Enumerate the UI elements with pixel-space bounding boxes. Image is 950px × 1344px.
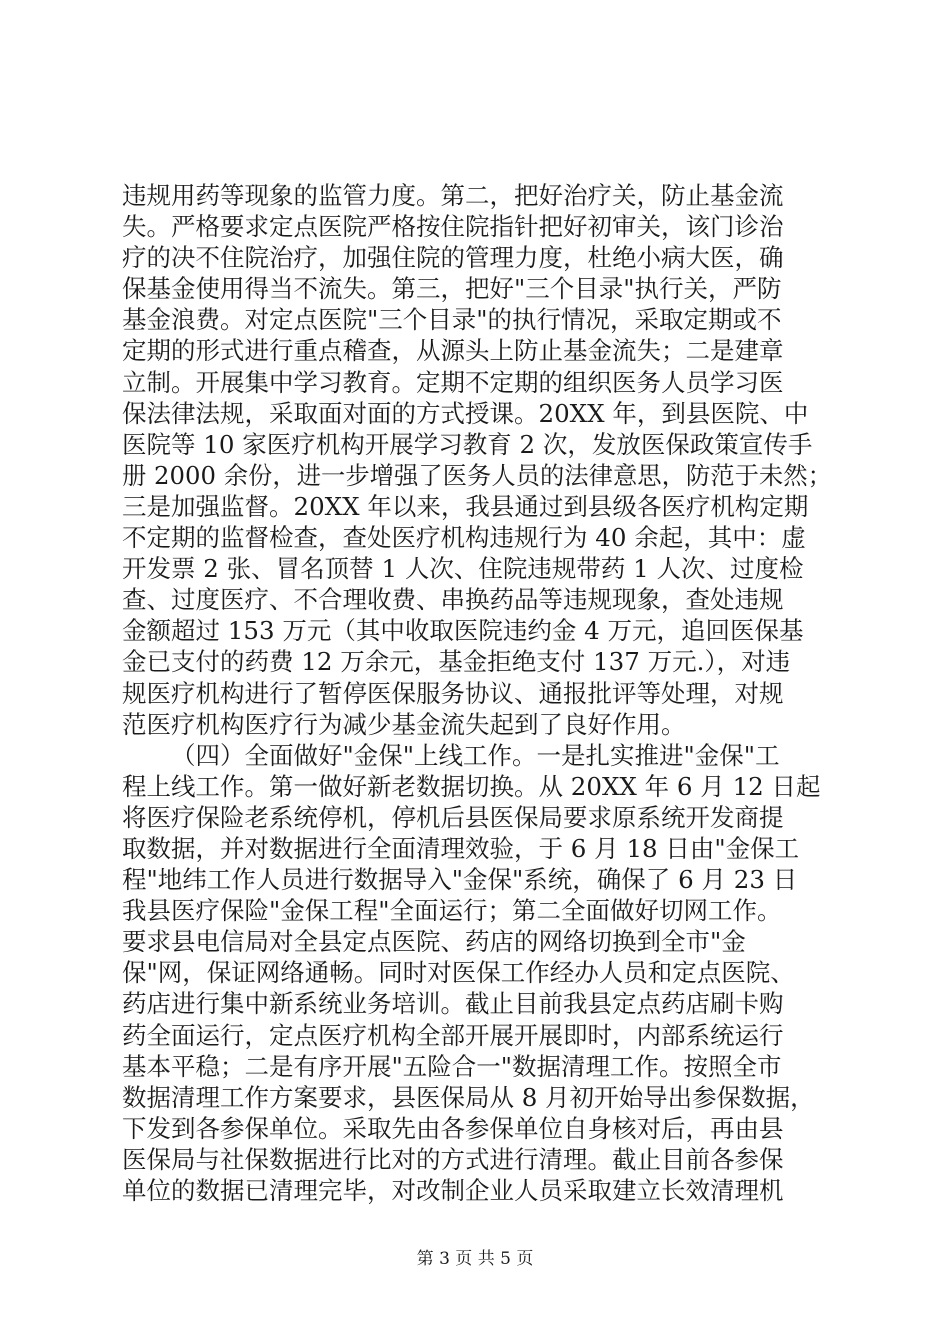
text-line: 将医疗保险老系统停机，停机后县医保局要求原系统开发商提 — [122, 802, 784, 832]
text-line: 不定期的监督检查，查处医疗机构违规行为 40 余起，其中：虚 — [122, 523, 806, 553]
body-text — [122, 180, 832, 1206]
text-line: 药全面运行，定点医疗机构全部开展开展即时，内部系统运行 — [122, 1020, 784, 1050]
text-line: 医院等 10 家医疗机构开展学习教育 2 次，发放医保政策宣传手 — [122, 429, 813, 459]
text-line: 违规用药等现象的监管力度。第二，把好治疗关，防止基金流 — [122, 181, 784, 210]
text-line: 我县医疗保险"金保工程"全面运行；第二全面做好切网工作。 — [122, 896, 782, 926]
text-line: 基本平稳；二是有序开展"五险合一"数据清理工作。按照全市 — [122, 1051, 782, 1081]
text-line: 数据清理工作方案要求，县医保局从 8 月初开始导出参保数据， — [122, 1082, 815, 1112]
text-line: 定期的形式进行重点稽查，从源头上防止基金流失；二是建章 — [122, 336, 784, 366]
text-line: 金已支付的药费 12 万余元，基金拒绝支付 137 万元.），对违 — [122, 647, 791, 677]
text-line: 册 2000 余份，进一步增强了医务人员的法律意思，防范于未然； — [122, 460, 832, 490]
text-line: 失。严格要求定点医院严格按住院指针把好初审关，该门诊治 — [122, 212, 784, 242]
text-line: 查、过度医疗、不合理收费、串换药品等违规现象，查处违规 — [122, 585, 784, 615]
text-line: 疗的决不住院治疗，加强住院的管理力度，杜绝小病大医，确 — [122, 243, 784, 273]
text-line: 下发到各参保单位。采取先由各参保单位自身核对后，再由县 — [122, 1113, 784, 1143]
text-line: 开发票 2 张、冒名顶替 1 人次、住院违规带药 1 人次、过度检 — [122, 554, 804, 584]
text-line: 范医疗机构医疗行为减少基金流失起到了良好作用。 — [122, 709, 686, 739]
text-line: 三是加强监督。20XX 年以来，我县通过到县级各医疗机构定期 — [122, 491, 809, 521]
text-line: 单位的数据已清理完毕，对改制企业人员采取建立长效清理机 — [122, 1176, 784, 1205]
text-line: 基金浪费。对定点医院"三个目录"的执行情况，采取定期或不 — [122, 305, 782, 335]
text-line: 金额超过 153 万元（其中收取医院违约金 4 万元，追回医保基 — [122, 616, 804, 646]
text-line: 取数据，并对数据进行全面清理效验，于 6 月 18 日由"金保工 — [122, 833, 800, 863]
text-line: 程"地纬工作人员进行数据导入"金保"系统，确保了 6 月 23 日 — [122, 865, 798, 895]
text-line: （四）全面做好"金保"上线工作。一是扎实推进"金保"工 — [171, 740, 780, 770]
page-footer: 第 3 页 共 5 页 — [416, 1249, 534, 1269]
text-line: 保法律法规，采取面对面的方式授课。20XX 年，到县医院、中 — [122, 398, 809, 428]
text-line: 医保局与社保数据进行比对的方式进行清理。截止目前各参保 — [122, 1144, 784, 1174]
text-line: 程上线工作。第一做好新老数据切换。从 20XX 年 6 月 12 日起 — [122, 771, 821, 801]
text-line: 保基金使用得当不流失。第三，把好"三个目录"执行关，严防 — [122, 274, 782, 304]
text-line: 药店进行集中新系统业务培训。截止目前我县定点药店刷卡购 — [122, 989, 784, 1019]
text-line: 规医疗机构进行了暂停医保服务协议、通报批评等处理，对规 — [122, 678, 784, 708]
text-line: 保"网，保证网络通畅。同时对医保工作经办人员和定点医院、 — [122, 958, 795, 988]
text-line: 要求县电信局对全县定点医院、药店的网络切换到全市"金 — [122, 927, 746, 957]
text-line: 立制。开展集中学习教育。定期不定期的组织医务人员学习医 — [122, 367, 784, 397]
